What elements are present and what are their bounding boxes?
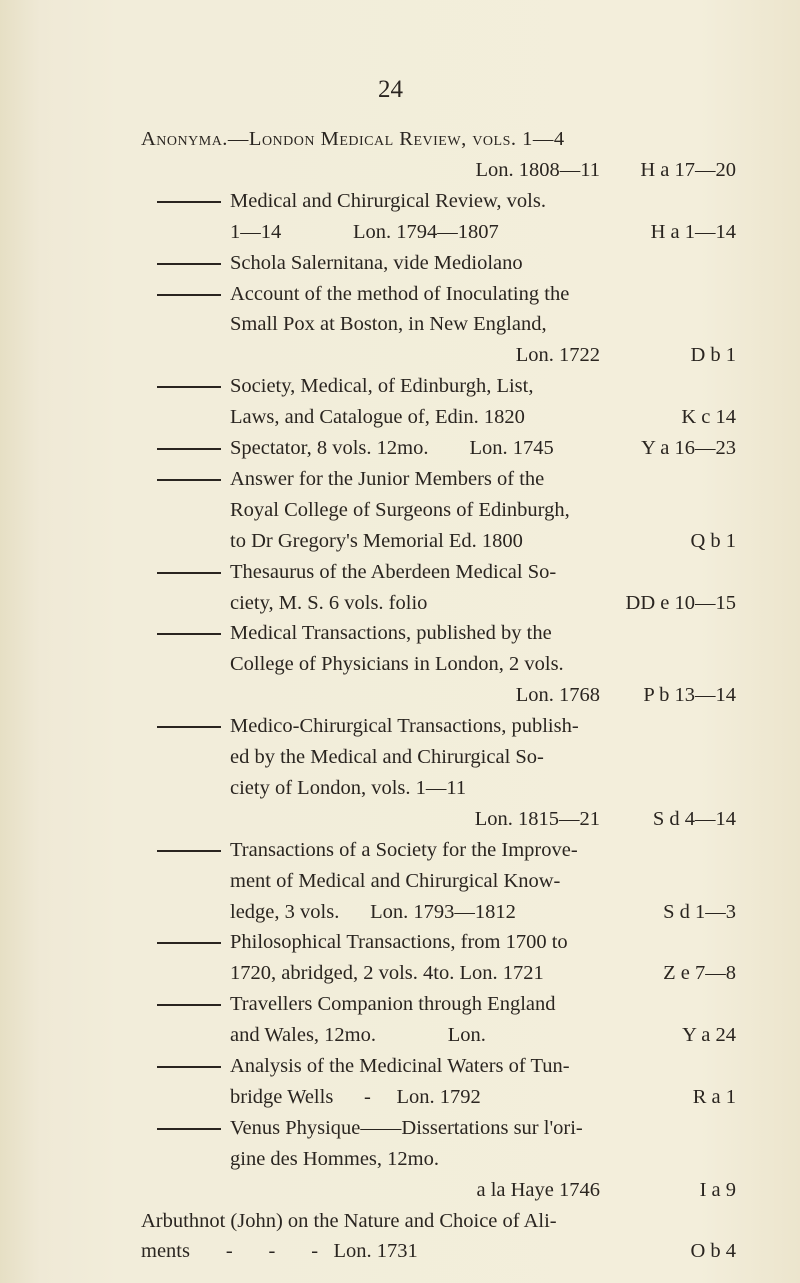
entry-text: Laws, and Catalogue of, Edin. 1820 — [230, 406, 525, 429]
ditto-dash — [157, 850, 221, 852]
catalogue-line — [0, 741, 800, 773]
entry-text: ciety of London, vols. 1—11 — [230, 776, 467, 799]
shelf-mark: DD e 10—15 — [625, 591, 736, 614]
shelf-mark: Y a 16—23 — [641, 437, 736, 459]
ditto-dash — [157, 633, 221, 635]
catalogue-line — [0, 1235, 800, 1267]
entry-text: gine des Hommes, 12mo. — [230, 1147, 439, 1170]
entry-text: Lon. 1722 — [515, 344, 600, 367]
entry-text: ed by the Medical and Chirurgical So- — [230, 746, 544, 768]
catalogue-line — [0, 587, 800, 619]
entry-text: Arbuthnot (John) on the Nature and Choice of Ali- — [141, 1209, 557, 1232]
entry-text: Small Pox at Boston, in New England, — [230, 313, 547, 336]
shelf-mark: R a 1 — [692, 1085, 736, 1108]
shelf-mark: P b 13—14 — [643, 684, 736, 707]
catalogue-line — [0, 865, 800, 897]
shelf-mark: Z e 7—8 — [663, 962, 736, 985]
entry-text: to Dr Gregory's Memorial Ed. 1800 — [230, 529, 523, 552]
entry-text: Medico-Chirurgical Transactions, publish- — [230, 715, 579, 738]
entry-text: Medical Transactions, published by the — [230, 622, 552, 645]
entry-text: Lon. 1808—11 — [475, 158, 600, 181]
catalogue-line — [0, 401, 800, 433]
page-number: 24 — [378, 76, 403, 103]
entry-text: ledge, 3 vols. Lon. 1793—1812 — [230, 900, 516, 923]
entry-text: ciety, M. S. 6 vols. folio — [230, 591, 428, 614]
catalogue-line — [0, 1019, 800, 1051]
shelf-mark: H a 17—20 — [640, 158, 736, 181]
catalogue-line — [0, 123, 800, 155]
ditto-dash — [157, 1004, 221, 1006]
ditto-dash — [157, 386, 221, 388]
catalogue-line — [0, 710, 800, 742]
catalogue-line — [0, 308, 800, 340]
entry-text: ments - - - Lon. 1731 — [141, 1240, 418, 1263]
entry-text: Transactions of a Society for the Improve- — [230, 838, 578, 861]
catalogue-line — [0, 772, 800, 804]
ditto-dash — [157, 263, 221, 265]
catalogue-line — [0, 494, 800, 526]
entry-text: a la Haye 1746 — [476, 1178, 600, 1201]
catalogue-line — [0, 803, 800, 835]
catalogue-line — [0, 463, 800, 495]
catalogue-line — [0, 1050, 800, 1082]
ditto-dash — [157, 942, 221, 944]
catalogue-line — [0, 648, 800, 680]
entry-text: College of Physicians in London, 2 vols. — [230, 653, 564, 676]
entry-text: 1—14 Lon. 1794—1807 — [230, 220, 499, 243]
entry-text: Venus Physique——Dissertations sur l'ori- — [230, 1116, 583, 1139]
catalogue-line — [0, 339, 800, 371]
shelf-mark: H a 1—14 — [650, 220, 736, 243]
entry-text: Spectator, 8 vols. 12mo. Lon. 1745 — [230, 437, 554, 459]
catalogue-line — [0, 525, 800, 557]
catalogue-line — [0, 370, 800, 402]
ditto-dash — [157, 294, 221, 296]
entry-text: and Wales, 12mo. Lon. — [230, 1024, 486, 1047]
ditto-dash — [157, 1128, 221, 1130]
catalogue-line — [0, 988, 800, 1020]
entry-text: Lon. 1815—21 — [474, 807, 600, 830]
catalogue-line — [0, 926, 800, 958]
shelf-mark: Q b 1 — [690, 529, 736, 552]
ditto-dash — [157, 201, 221, 203]
entry-text: Medical and Chirurgical Review, vols. — [230, 189, 546, 212]
shelf-mark: K c 14 — [681, 406, 736, 429]
catalogue-line — [0, 432, 800, 464]
entry-text: Account of the method of Inoculating the — [230, 282, 570, 305]
ditto-dash — [157, 1066, 221, 1068]
entry-text: Society, Medical, of Edinburgh, List, — [230, 375, 534, 398]
shelf-mark: S d 1—3 — [663, 900, 736, 923]
ditto-dash — [157, 448, 221, 450]
shelf-mark: D b 1 — [690, 344, 736, 367]
catalogue-line — [0, 1205, 800, 1237]
shelf-mark: S d 4—14 — [652, 807, 736, 830]
catalogue-line — [0, 679, 800, 711]
ditto-dash — [157, 479, 221, 481]
catalogue-line — [0, 556, 800, 588]
catalogue-line — [0, 216, 800, 248]
ditto-dash — [157, 572, 221, 574]
entry-text: Philosophical Transactions, from 1700 to — [230, 931, 568, 954]
entry-text: 1720, abridged, 2 vols. 4to. Lon. 1721 — [230, 962, 544, 985]
catalogue-line — [0, 185, 800, 217]
catalogue-line — [0, 834, 800, 866]
entry-text: Royal College of Surgeons of Edinburgh, — [230, 498, 570, 521]
catalogue-line — [0, 896, 800, 928]
catalogue-line — [0, 617, 800, 649]
entry-text: Schola Salernitana, vide Mediolano — [230, 251, 523, 274]
entry-text: Analysis of the Medicinal Waters of Tun- — [230, 1055, 570, 1077]
catalogue-line — [0, 154, 800, 186]
catalogue-line — [0, 1081, 800, 1113]
shelf-mark: O b 4 — [690, 1240, 736, 1263]
catalogue-line — [0, 1174, 800, 1206]
catalogue-line — [0, 278, 800, 310]
entry-text: Anonyma.—London Medical Review, vols. 1—4 — [141, 128, 565, 150]
shelf-mark: Y a 24 — [682, 1024, 736, 1047]
catalogue-line — [0, 247, 800, 279]
shelf-mark: I a 9 — [699, 1178, 736, 1201]
catalogue-line — [0, 1112, 800, 1144]
catalogue-line — [0, 1143, 800, 1175]
entry-text: Travellers Companion through England — [230, 993, 556, 1016]
entry-text: ment of Medical and Chirurgical Know- — [230, 869, 561, 892]
catalogue-line — [0, 957, 800, 989]
entry-text: Lon. 1768 — [515, 684, 600, 707]
entry-text: Thesaurus of the Aberdeen Medical So- — [230, 560, 557, 583]
ditto-dash — [157, 726, 221, 728]
entry-text: bridge Wells - Lon. 1792 — [230, 1085, 481, 1108]
entry-text: Answer for the Junior Members of the — [230, 467, 545, 490]
